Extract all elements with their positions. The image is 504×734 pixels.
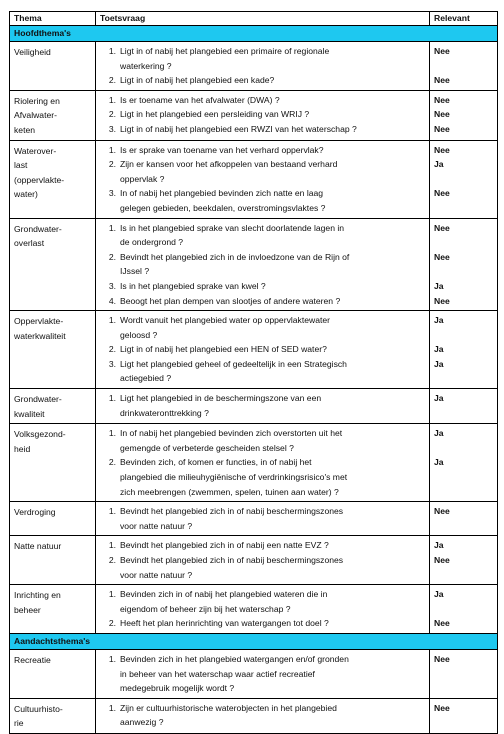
question-line: Ligt het plangebied in de beschermingszone van een bbox=[120, 393, 322, 404]
question-number: 1. bbox=[108, 506, 116, 517]
question-line: Is er sprake van toename van het verhard oppervlak? bbox=[120, 144, 324, 155]
thema-line: Natte natuur bbox=[14, 541, 62, 552]
table-row bbox=[10, 502, 498, 536]
table-row bbox=[10, 42, 498, 91]
table-row bbox=[10, 698, 498, 733]
answer-spacer bbox=[434, 667, 493, 682]
thema-line: Recreatie bbox=[14, 654, 51, 665]
relevant-cell bbox=[430, 140, 498, 218]
thema-cell bbox=[10, 536, 96, 585]
relevant-answer: Ja bbox=[434, 457, 444, 468]
relevant-answer: Ja bbox=[434, 589, 444, 600]
relevant-answer: Nee bbox=[434, 123, 450, 134]
question-text bbox=[120, 426, 425, 455]
table-row bbox=[10, 424, 498, 502]
section-title: Hoofdthema's bbox=[10, 26, 498, 42]
question-number: 3. bbox=[108, 188, 116, 199]
table-row bbox=[10, 218, 498, 311]
relevant-answer: Nee bbox=[434, 75, 450, 86]
question-text bbox=[120, 342, 425, 357]
thema-line: Grondwater- bbox=[14, 223, 62, 234]
thema-cell bbox=[10, 649, 96, 698]
thema-line: waterkwaliteit bbox=[14, 330, 66, 341]
header-thema: Thema bbox=[10, 12, 96, 26]
thema-line: Grondwater- bbox=[14, 394, 62, 405]
relevant-answer: Nee bbox=[434, 653, 450, 664]
answer-spacer bbox=[434, 470, 493, 485]
question-line: Wordt vanuit het plangebied water op oppervlaktewater bbox=[120, 315, 331, 326]
question-line: Bevinden zich, of komen er functies, in of nabij het bbox=[120, 457, 312, 468]
question bbox=[100, 455, 425, 499]
thema-line: Afvalwater- bbox=[14, 110, 57, 121]
question-line: IJssel ? bbox=[120, 266, 150, 277]
question-number: 4. bbox=[108, 295, 116, 306]
question bbox=[100, 313, 425, 342]
question-number: 1. bbox=[108, 702, 116, 713]
question bbox=[100, 504, 425, 533]
toetsvragen-table bbox=[9, 11, 498, 734]
question-line: drinkwateronttrekking ? bbox=[120, 407, 209, 418]
question-line: Is er toename van het afvalwater (DWA) ? bbox=[120, 94, 280, 105]
question-line: Beoogt het plan dempen van slootjes of andere wateren ? bbox=[120, 295, 341, 306]
relevant-answer: Ja bbox=[434, 315, 444, 326]
question bbox=[100, 616, 425, 631]
thema-line: Veiligheid bbox=[14, 47, 51, 57]
answer-spacer bbox=[434, 485, 493, 500]
relevant-cell bbox=[430, 649, 498, 698]
thema-cell bbox=[10, 424, 96, 502]
relevant-cell bbox=[430, 502, 498, 536]
question bbox=[100, 652, 425, 696]
toetsvraag-cell bbox=[96, 389, 430, 424]
relevant-cell bbox=[430, 536, 498, 585]
thema-line: kwaliteit bbox=[14, 408, 45, 419]
question-number: 3. bbox=[108, 280, 116, 291]
relevant-cell bbox=[430, 424, 498, 502]
question-number: 1. bbox=[108, 315, 116, 326]
thema-line: Oppervlakte- bbox=[14, 316, 64, 327]
question bbox=[100, 426, 425, 455]
question-number: 2. bbox=[108, 251, 116, 262]
question-number: 1. bbox=[108, 428, 116, 439]
question-line: Ligt in het plangebied een persleiding van WRIJ ? bbox=[120, 109, 310, 120]
question-text bbox=[120, 313, 425, 342]
thema-line: keten bbox=[14, 124, 36, 135]
question bbox=[100, 157, 425, 186]
question-number: 2. bbox=[108, 75, 116, 86]
relevant-cell bbox=[430, 42, 498, 91]
question-text bbox=[120, 553, 425, 582]
question bbox=[100, 122, 425, 137]
question-number: 1. bbox=[108, 46, 116, 56]
question-number: 1. bbox=[108, 222, 116, 233]
relevant-answer: Nee bbox=[434, 251, 450, 262]
table-row bbox=[10, 311, 498, 389]
relevant-answer: Nee bbox=[434, 188, 450, 199]
table-row bbox=[10, 536, 498, 585]
answer-spacer bbox=[434, 681, 493, 696]
question bbox=[100, 391, 425, 420]
relevant-answer: Nee bbox=[434, 555, 450, 565]
question-line: Zijn er cultuurhistorische waterobjecten in het plangebied bbox=[120, 702, 337, 713]
question-number: 1. bbox=[108, 144, 116, 155]
question-line: Bevindt het plangebied zich in of nabij beschermingszones bbox=[120, 506, 344, 517]
toetsvraag-cell bbox=[96, 536, 430, 585]
relevant-answer: Nee bbox=[434, 222, 450, 233]
question-text bbox=[120, 357, 425, 386]
answer-spacer bbox=[434, 715, 493, 730]
question-text bbox=[120, 587, 425, 616]
question bbox=[100, 538, 425, 553]
answer-spacer bbox=[434, 568, 493, 583]
thema-line: last bbox=[14, 160, 28, 171]
question-line: Zijn er kansen voor het afkoppelen van bestaand verhard bbox=[120, 159, 338, 170]
thema-line: heid bbox=[14, 443, 31, 454]
question-text bbox=[120, 122, 425, 137]
thema-cell bbox=[10, 585, 96, 634]
question bbox=[100, 553, 425, 582]
toetsvraag-cell bbox=[96, 90, 430, 140]
question-text bbox=[120, 93, 425, 108]
question-line: Bevinden zich in of nabij het plangebied wateren die in bbox=[120, 589, 328, 600]
question-number: 1. bbox=[108, 94, 116, 105]
question-line: Bevindt het plangebied zich in of nabij een natte EVZ ? bbox=[120, 540, 329, 551]
question-number: 2. bbox=[108, 555, 116, 565]
relevant-answer: Ja bbox=[434, 159, 444, 170]
relevant-cell bbox=[430, 311, 498, 389]
question-line: Bevinden zich in het plangebied watergangen en/of gronden bbox=[120, 653, 349, 664]
thema-line: Riolering en bbox=[14, 95, 60, 106]
question-line: In of nabij het plangebied bevinden zich overstorten uit het bbox=[120, 428, 343, 439]
question bbox=[100, 294, 425, 309]
question-line: gelegen gebieden, beekdalen, overstromingsvlaktes ? bbox=[120, 202, 326, 213]
thema-line: beheer bbox=[14, 604, 41, 615]
question-text bbox=[120, 538, 425, 553]
question-text bbox=[120, 44, 425, 73]
thema-line: Waterover- bbox=[14, 145, 57, 156]
question-line: plangebied die milieuhygiënische of verdrinkingsrisico's met bbox=[120, 472, 348, 483]
question-line: Bevindt het plangebied zich in of nabij beschermingszones bbox=[120, 555, 344, 565]
toetsvraag-cell bbox=[96, 698, 430, 733]
question-number: 1. bbox=[108, 540, 116, 551]
answer-spacer bbox=[434, 602, 493, 617]
question-text bbox=[120, 221, 425, 250]
question-text bbox=[120, 294, 425, 309]
question-text bbox=[120, 504, 425, 533]
header-relevant: Relevant bbox=[430, 12, 498, 26]
question-number: 1. bbox=[108, 589, 116, 600]
relevant-cell bbox=[430, 698, 498, 733]
section-row bbox=[10, 26, 498, 42]
question-line: voor natte natuur ? bbox=[120, 569, 193, 580]
thema-cell bbox=[10, 502, 96, 536]
question-line: oppervlak ? bbox=[120, 173, 165, 184]
question-text bbox=[120, 107, 425, 122]
question-text bbox=[120, 279, 425, 294]
relevant-cell bbox=[430, 585, 498, 634]
question-line: waterkering ? bbox=[120, 60, 172, 71]
table-row bbox=[10, 585, 498, 634]
answer-spacer bbox=[434, 328, 493, 343]
question-line: Ligt in of nabij het plangebied een RWZI van het waterschap ? bbox=[120, 123, 357, 134]
question-line: gemengde of verbeterde gescheiden stelsel ? bbox=[120, 442, 294, 453]
toetsvraag-cell bbox=[96, 424, 430, 502]
thema-line: (oppervlakte- bbox=[14, 174, 65, 185]
thema-line: Verdroging bbox=[14, 507, 56, 518]
relevant-answer: Nee bbox=[434, 618, 450, 629]
question-text bbox=[120, 157, 425, 186]
table-row bbox=[10, 90, 498, 140]
relevant-answer: Ja bbox=[434, 344, 444, 355]
thema-cell bbox=[10, 140, 96, 218]
answer-spacer bbox=[434, 519, 493, 534]
header-row bbox=[10, 12, 498, 26]
question-text bbox=[120, 143, 425, 158]
answer-spacer bbox=[434, 59, 493, 74]
relevant-answer: Nee bbox=[434, 94, 450, 105]
question-line: Ligt in of nabij het plangebied een HEN of SED water? bbox=[120, 344, 327, 355]
answer-spacer bbox=[434, 406, 493, 421]
toetsvraag-cell bbox=[96, 585, 430, 634]
answer-spacer bbox=[434, 371, 493, 386]
answer-spacer bbox=[434, 235, 493, 250]
question-line: geloosd ? bbox=[120, 329, 158, 340]
relevant-cell bbox=[430, 389, 498, 424]
relevant-answer: Nee bbox=[434, 144, 450, 155]
thema-cell bbox=[10, 311, 96, 389]
thema-cell bbox=[10, 389, 96, 424]
toetsvraag-cell bbox=[96, 42, 430, 91]
thema-line: rie bbox=[14, 718, 24, 729]
question-line: Ligt het plangebied geheel of gedeeltelijk in een Strategisch bbox=[120, 358, 347, 369]
section-row bbox=[10, 633, 498, 649]
toetsvraag-cell bbox=[96, 502, 430, 536]
relevant-answer: Nee bbox=[434, 46, 450, 56]
answer-spacer bbox=[434, 201, 493, 216]
question-line: Ligt in of nabij het plangebied een kade? bbox=[120, 75, 275, 86]
question-number: 2. bbox=[108, 344, 116, 355]
relevant-cell bbox=[430, 218, 498, 311]
question bbox=[100, 221, 425, 250]
question-line: Bevindt het plangebied zich in de invloedzone van de Rijn of bbox=[120, 251, 350, 262]
question-text bbox=[120, 73, 425, 88]
relevant-answer: Nee bbox=[434, 506, 450, 517]
question-text bbox=[120, 455, 425, 499]
thema-line: Inrichting en bbox=[14, 590, 61, 601]
relevant-answer: Nee bbox=[434, 295, 450, 306]
question-text bbox=[120, 616, 425, 631]
table-row bbox=[10, 140, 498, 218]
question bbox=[100, 186, 425, 215]
thema-cell bbox=[10, 218, 96, 311]
question bbox=[100, 73, 425, 88]
section-title: Aandachtsthema's bbox=[10, 633, 498, 649]
thema-cell bbox=[10, 90, 96, 140]
table-row bbox=[10, 649, 498, 698]
answer-spacer bbox=[434, 264, 493, 279]
question-line: medegebruik mogelijk wordt ? bbox=[120, 683, 235, 694]
question-line: de ondergrond ? bbox=[120, 237, 184, 248]
thema-line: overlast bbox=[14, 238, 45, 249]
toetsvraag-cell bbox=[96, 649, 430, 698]
question-line: actiegebied ? bbox=[120, 373, 172, 384]
relevant-answer: Ja bbox=[434, 358, 444, 369]
toetsvraag-cell bbox=[96, 218, 430, 311]
question-text bbox=[120, 652, 425, 696]
question-number: 2. bbox=[108, 109, 116, 120]
question bbox=[100, 250, 425, 279]
question-number: 2. bbox=[108, 159, 116, 170]
answer-spacer bbox=[434, 441, 493, 456]
answer-spacer bbox=[434, 172, 493, 187]
question bbox=[100, 44, 425, 73]
question bbox=[100, 93, 425, 108]
question-text bbox=[120, 701, 425, 730]
thema-cell bbox=[10, 698, 96, 733]
question bbox=[100, 587, 425, 616]
question-number: 3. bbox=[108, 358, 116, 369]
question-line: in beheer van het waterschap waar actief recreatief bbox=[120, 668, 315, 679]
question-line: Is in het plangebied sprake van kwel ? bbox=[120, 280, 266, 291]
thema-line: Volksgezond- bbox=[14, 429, 66, 440]
question bbox=[100, 357, 425, 386]
question-text bbox=[120, 391, 425, 420]
question bbox=[100, 279, 425, 294]
question-line: Heeft het plan herinrichting van watergangen tot doel ? bbox=[120, 618, 329, 629]
question bbox=[100, 107, 425, 122]
toetsvraag-cell bbox=[96, 311, 430, 389]
question-number: 1. bbox=[108, 393, 116, 404]
question-text bbox=[120, 250, 425, 279]
relevant-answer: Ja bbox=[434, 540, 444, 551]
question-line: Ligt in of nabij het plangebied een primaire of regionale bbox=[120, 46, 330, 56]
question-number: 3. bbox=[108, 123, 116, 134]
question bbox=[100, 143, 425, 158]
relevant-answer: Nee bbox=[434, 109, 450, 120]
thema-line: Cultuurhisto- bbox=[14, 703, 63, 714]
relevant-cell bbox=[430, 90, 498, 140]
relevant-answer: Nee bbox=[434, 702, 450, 713]
toetsvraag-cell bbox=[96, 140, 430, 218]
question-text bbox=[120, 186, 425, 215]
question bbox=[100, 342, 425, 357]
question-number: 2. bbox=[108, 457, 116, 468]
table-row bbox=[10, 389, 498, 424]
question-line: zich meebrengen (zwemmen, spelen, tuinen aan water) ? bbox=[120, 486, 339, 497]
thema-cell bbox=[10, 42, 96, 91]
header-toetsvraag: Toetsvraag bbox=[96, 12, 430, 26]
relevant-answer: Ja bbox=[434, 393, 444, 404]
question-line: In of nabij het plangebied bevinden zich natte en laag bbox=[120, 188, 324, 199]
question-number: 1. bbox=[108, 653, 116, 664]
question-line: eigendom of beheer zijn bij het waterschap ? bbox=[120, 603, 291, 614]
question-line: Is in het plangebied sprake van slecht doorlatende lagen in bbox=[120, 222, 345, 233]
question bbox=[100, 701, 425, 730]
thema-line: water) bbox=[14, 189, 38, 200]
question-number: 2. bbox=[108, 618, 116, 629]
question-line: voor natte natuur ? bbox=[120, 520, 193, 531]
question-line: aanwezig ? bbox=[120, 717, 164, 728]
relevant-answer: Ja bbox=[434, 428, 444, 439]
relevant-answer: Ja bbox=[434, 280, 444, 291]
